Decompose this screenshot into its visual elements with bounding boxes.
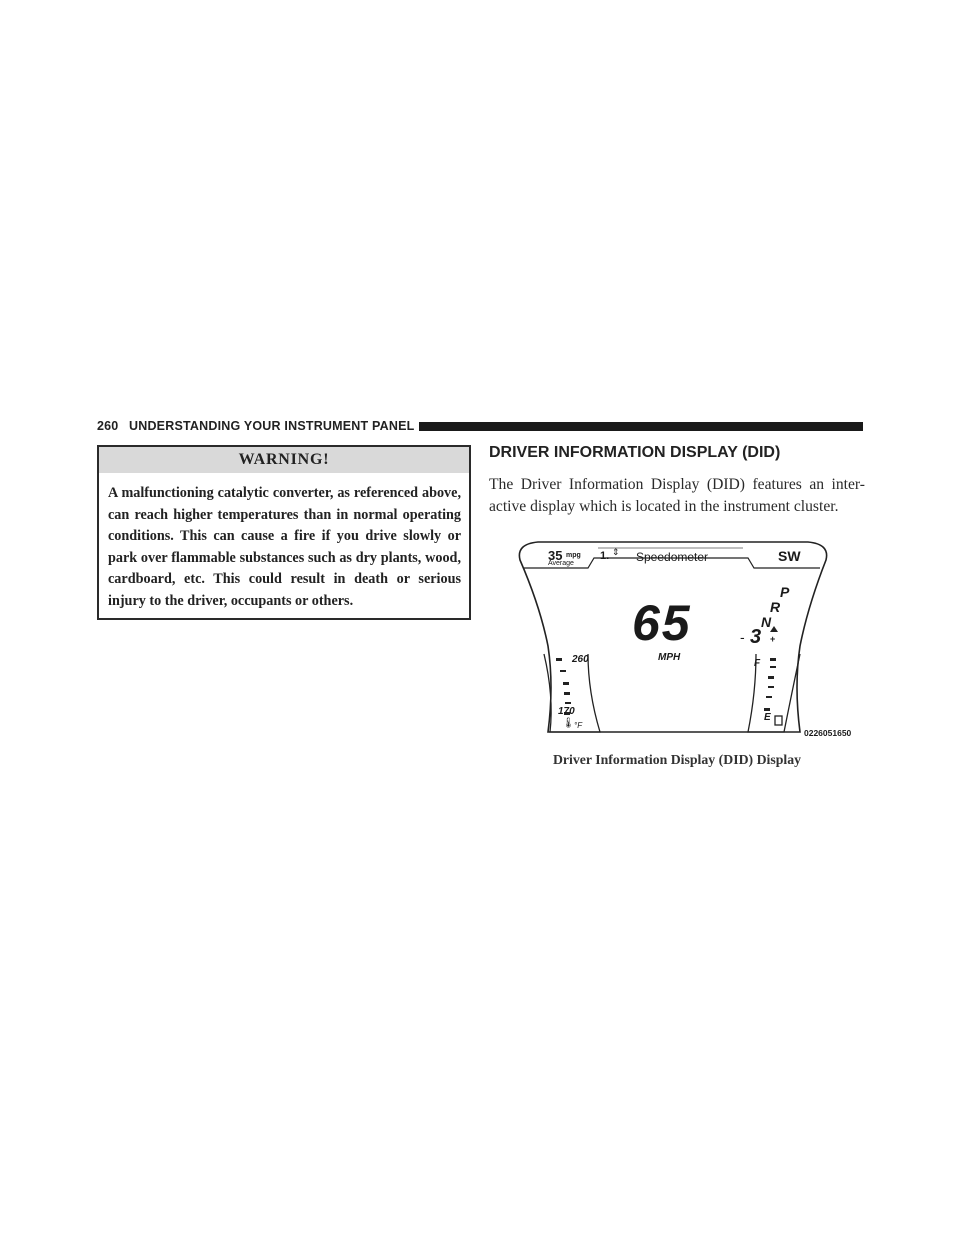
temp-high: 260 [572,654,589,665]
fuel-full: F [754,658,761,669]
gear-p: P [780,584,790,600]
section-body: The Driver Information Display (DID) features an inter-active display which is located in the instrument cluster. [489,476,865,515]
warning-box [97,445,471,620]
menu-title: Speedometer [636,550,709,564]
warning-title: WARNING! [99,447,469,473]
mpg-label: Average [548,560,574,567]
header-title: UNDERSTANDING YOUR INSTRUMENT PANEL [129,419,415,433]
figure-caption: Driver Information Display (DID) Display [552,752,802,767]
running-header [97,419,863,435]
warning-text: A malfunctioning catalytic converter, as referenced above, can reach higher temperatures than in normal operating conditions. This can cause a fire if you drive slowly or park over flammable substances such as dry plants, wood, cardboard, etc. This could result in death or serious injury to the driver, occupants or others. [108,485,461,609]
mpg-value: 35 [548,548,563,563]
image-code: 0226051650 [804,728,852,738]
page-number: 260 [97,419,119,433]
menu-arrows-icon: ⇕ [612,547,620,557]
speed-value: 65 [632,595,692,651]
fuel-empty: E [764,712,771,723]
temp-unit: °F [574,721,583,730]
section-heading: DRIVER INFORMATION DISPLAY (DID) [489,444,781,461]
temp-low: 170 [558,706,575,717]
menu-index: 1. [600,550,610,562]
gear-minus: - [740,629,745,645]
gear-r: R [770,599,781,615]
did-illustration [508,536,864,744]
mpg-unit: mpg [566,552,581,559]
gear-n: N [761,614,772,630]
gear-plus: + [770,634,776,644]
gear-value: 3 [750,626,762,648]
header-rule [419,422,863,431]
speed-unit: MPH [658,652,681,663]
thermometer-icon: 🌡 [562,718,575,729]
heading-code: SW [778,548,801,564]
